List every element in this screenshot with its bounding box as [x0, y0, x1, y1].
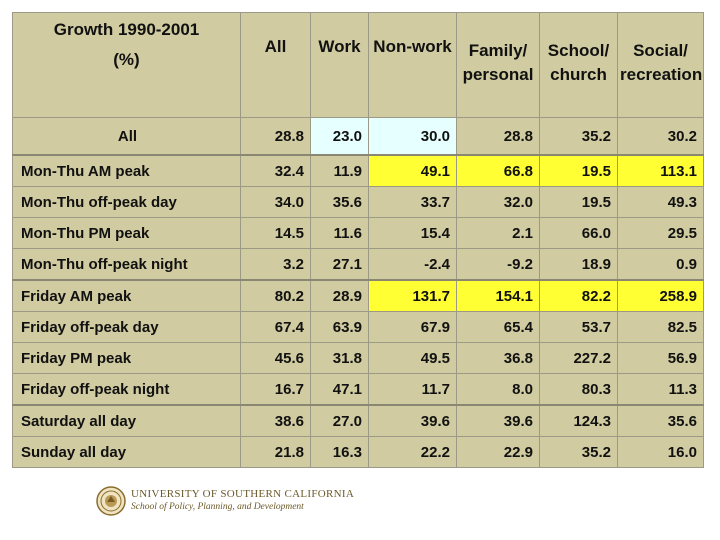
- table-cell: 31.8: [311, 343, 369, 374]
- table-cell: 227.2: [540, 343, 618, 374]
- table-cell: 80.3: [540, 374, 618, 406]
- row-label: Friday off-peak day: [13, 312, 241, 343]
- table-cell: 53.7: [540, 312, 618, 343]
- table-row: [13, 312, 704, 343]
- table-cell: 67.4: [241, 312, 311, 343]
- table-cell: 14.5: [241, 218, 311, 249]
- table-cell: 38.6: [241, 405, 311, 437]
- table-cell: 16.7: [241, 374, 311, 406]
- table-cell: 33.7: [369, 187, 457, 218]
- table-row: [13, 155, 704, 187]
- table-row: [13, 218, 704, 249]
- table-cell: 35.2: [540, 118, 618, 156]
- table-cell: 16.3: [311, 437, 369, 468]
- table-cell: 19.5: [540, 187, 618, 218]
- table-cell: 23.0: [311, 118, 369, 156]
- table-cell: 63.9: [311, 312, 369, 343]
- table-cell: 34.0: [241, 187, 311, 218]
- col-header-all: All: [241, 13, 311, 118]
- table-cell: 49.1: [369, 155, 457, 187]
- row-label: Mon-Thu PM peak: [13, 218, 241, 249]
- table-cell: 45.6: [241, 343, 311, 374]
- row-label: Mon-Thu off-peak night: [13, 249, 241, 281]
- table-row-all: [13, 118, 704, 156]
- table-cell: 28.9: [311, 280, 369, 312]
- table-cell: 21.8: [241, 437, 311, 468]
- table-cell: 32.0: [457, 187, 540, 218]
- table-cell: 27.1: [311, 249, 369, 281]
- table-cell: 32.4: [241, 155, 311, 187]
- table-cell: 80.2: [241, 280, 311, 312]
- table-cell: 8.0: [457, 374, 540, 406]
- table-cell: 15.4: [369, 218, 457, 249]
- table-row: [13, 437, 704, 468]
- table-cell: 11.3: [618, 374, 704, 406]
- table-cell: 11.9: [311, 155, 369, 187]
- table-cell: 39.6: [457, 405, 540, 437]
- table-unit: (%): [113, 50, 140, 69]
- table-cell: 18.9: [540, 249, 618, 281]
- table-cell: 28.8: [457, 118, 540, 156]
- table-cell: -2.4: [369, 249, 457, 281]
- table-cell: 35.6: [618, 405, 704, 437]
- table-cell: 39.6: [369, 405, 457, 437]
- table-cell: 11.6: [311, 218, 369, 249]
- table-cell: 82.2: [540, 280, 618, 312]
- row-label: All: [13, 118, 241, 156]
- table-title: Growth 1990-2001: [53, 20, 200, 39]
- university-seal-icon: [96, 486, 126, 516]
- row-label: Mon-Thu AM peak: [13, 155, 241, 187]
- table-row: [13, 343, 704, 374]
- university-name: UNIVERSITY OF SOUTHERN CALIFORNIA: [131, 488, 355, 500]
- table-cell: 0.9: [618, 249, 704, 281]
- table-row: [13, 249, 704, 281]
- table-cell: 131.7: [369, 280, 457, 312]
- col-header-work: Work: [311, 13, 369, 118]
- table-cell: 49.5: [369, 343, 457, 374]
- row-label: Friday AM peak: [13, 280, 241, 312]
- col-header-nonwork: Non-work: [369, 13, 457, 118]
- table-cell: 35.2: [540, 437, 618, 468]
- table-cell: 66.8: [457, 155, 540, 187]
- table-cell: 36.8: [457, 343, 540, 374]
- header-row: [13, 13, 704, 118]
- growth-table: [12, 12, 704, 468]
- row-label: Mon-Thu off-peak day: [13, 187, 241, 218]
- table-cell: 19.5: [540, 155, 618, 187]
- table-cell: 113.1: [618, 155, 704, 187]
- table-row: [13, 187, 704, 218]
- table-cell: 2.1: [457, 218, 540, 249]
- table-cell: 47.1: [311, 374, 369, 406]
- table-cell: 65.4: [457, 312, 540, 343]
- school-name: School of Policy, Planning, and Development: [131, 502, 304, 512]
- table-row: [13, 280, 704, 312]
- table-cell: 29.5: [618, 218, 704, 249]
- table-cell: 30.0: [369, 118, 457, 156]
- table-cell: 30.2: [618, 118, 704, 156]
- table-title-cell: [13, 13, 241, 118]
- table-cell: 154.1: [457, 280, 540, 312]
- table-cell: 35.6: [311, 187, 369, 218]
- table-cell: 67.9: [369, 312, 457, 343]
- row-label: Saturday all day: [13, 405, 241, 437]
- table-cell: 22.9: [457, 437, 540, 468]
- col-header-family: Family/ personal: [457, 13, 540, 118]
- table-cell: 124.3: [540, 405, 618, 437]
- col-header-school: School/ church: [540, 13, 618, 118]
- table-cell: 82.5: [618, 312, 704, 343]
- table-cell: -9.2: [457, 249, 540, 281]
- row-label: Friday off-peak night: [13, 374, 241, 406]
- table-cell: 56.9: [618, 343, 704, 374]
- table-row: [13, 374, 704, 406]
- table-cell: 27.0: [311, 405, 369, 437]
- table-cell: 49.3: [618, 187, 704, 218]
- table-cell: 3.2: [241, 249, 311, 281]
- table-cell: 22.2: [369, 437, 457, 468]
- row-label: Friday PM peak: [13, 343, 241, 374]
- table-cell: 16.0: [618, 437, 704, 468]
- table-cell: 66.0: [540, 218, 618, 249]
- usc-logo: [96, 486, 356, 518]
- row-label: Sunday all day: [13, 437, 241, 468]
- table-row: [13, 405, 704, 437]
- table-cell: 258.9: [618, 280, 704, 312]
- table-cell: 11.7: [369, 374, 457, 406]
- table-cell: 28.8: [241, 118, 311, 156]
- col-header-social: Social/ recreation: [618, 13, 704, 118]
